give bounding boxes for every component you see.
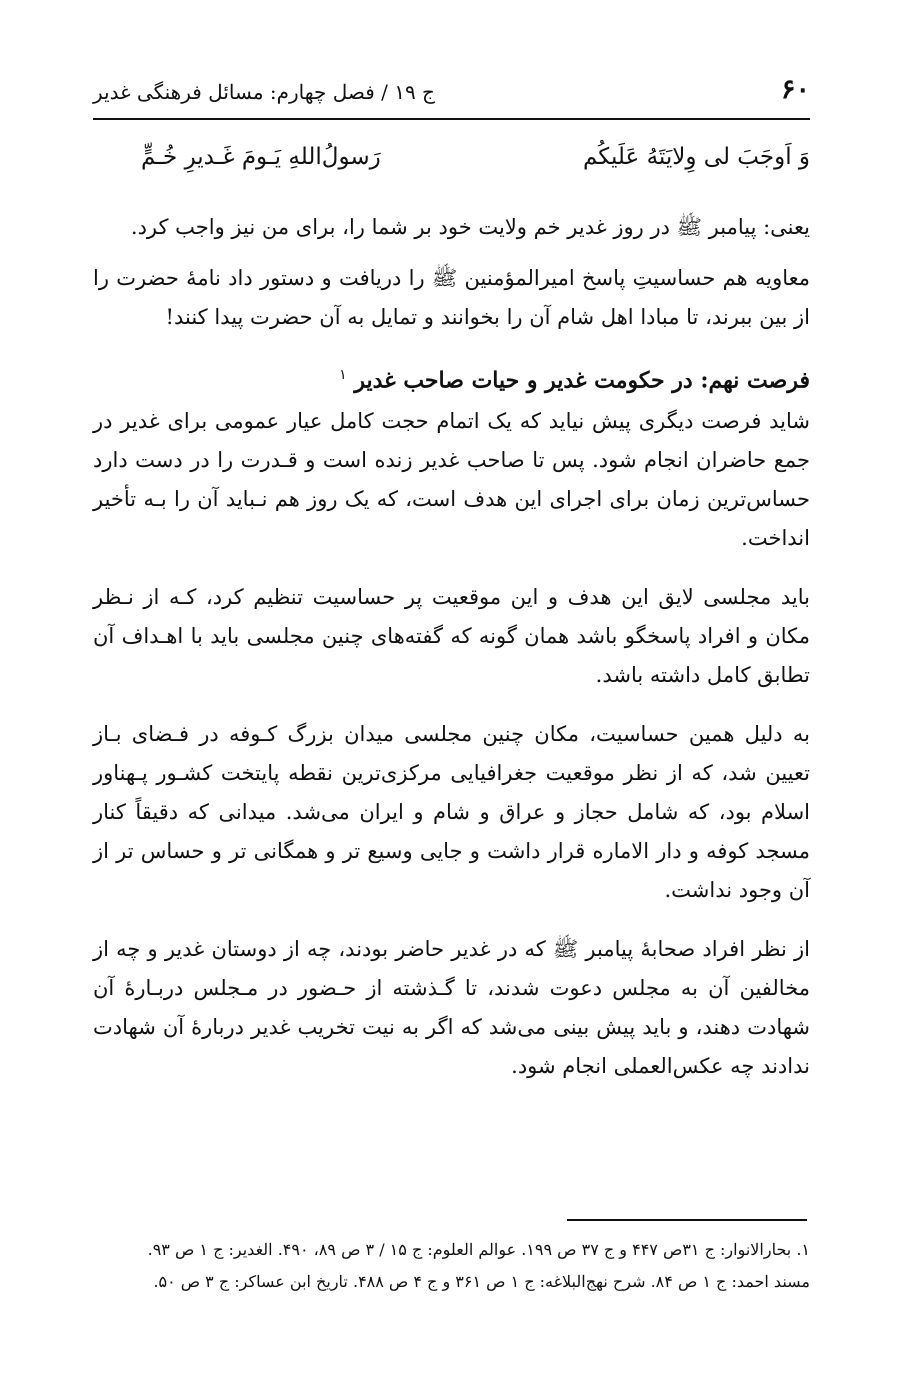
paragraph-translation: یعنی: پیامبر ﷺ در روز غدیر خم ولایت خود بر شما را، برای من نیز واجب کرد. (130, 215, 810, 239)
paragraph-location: به دلیل همین حساسیت، مکان چنین مجلسی میدان بزرگ کـوفه در فـضای بـاز تعیین شد، که از نظر موقعیت جغرافیایی مرکزی‌ترین نقطه پایتخت کشـور پـهناور اسلام بود، که شامل حجاز و عراق و شام و ایران می‌شد. میدانی که دقیقاً کنار مسجد کوفه و دار الاماره قرار داشت و جایی وسیع تر و همگانی تر و حساس تر از آن وجود نداشت. (93, 722, 810, 903)
paragraph-opportunity: شاید فرصت دیگری پیش نیاید که یک اتمام حجت کامل عیار عمومی برای غدیر در جمع حاضران انجام شود. پس تا صاحب غدیر زنده است و قـدرت را در دست دارد حساس‌ترین زمان برای اجرای این هدف است، که یک روز هم نـباید آن را بـه تأخیر انداخت. (93, 409, 810, 551)
footnote-line-2: مسند احمد: ج ۱ ص ۸۴. شرح نهج‌البلاغه: ج ۱ ص ۳۶۱ و ج ۴ ص ۴۸۸. تاریخ ابن عساکر: ج ۳ ص ۵۰. (153, 1272, 810, 1291)
paragraph-assembly: باید مجلسی لایق این هدف و این موقعیت پر حساسیت تنظیم کرد، کـه از نـظر مکان و افراد پاسخگو باشد همان گونه که گفته‌های چنین مجلسی باید با اهـداف آن تطابق کامل داشته باشد. (93, 585, 810, 688)
paragraph-muawiya: معاویه هم حساسیتِ پاسخ امیرالمؤمنین ﷺ را دریافت و دستور داد نامهٔ حضرت را از بین ببرند، تا مبادا اهل شام آن را بخوانند و تمایل به آن حضرت پیدا کنند! (93, 266, 810, 329)
verse-right-hemistich: وَ اَوجَبَ لی وِلایَتَهُ عَلَیکُم (582, 144, 810, 170)
poem-verse (93, 140, 810, 190)
page-number: ۶۰ (780, 74, 810, 105)
footnote-divider (567, 1219, 807, 1221)
body-text (93, 208, 810, 1106)
section-heading-text: فرصت نهم: در حکومت غدیر و حیات صاحب غدیر (354, 367, 810, 394)
footnote-mark: ۱ (339, 367, 347, 383)
running-head: ج ۱۹ / فصل چهارم: مسائل فرهنگی غدیر (93, 80, 435, 104)
section-heading (93, 357, 810, 398)
footnotes (93, 1234, 810, 1298)
footnote-line-1: ۱. بحارالانوار: ج ۳۱ص ۴۴۷ و ج ۳۷ ص ۱۹۹. عوالم العلوم: ج ۱۵ / ۳ ص ۸۹، ۴۹۰. الغدیر: ج ۱ ص ۹۳. (147, 1240, 810, 1259)
paragraph-companions: از نظر افراد صحابهٔ پیامبر ﷺ که در غدیر حاضر بودند، چه از دوستان غدیر و چه از مخالفین آن به مجلس دعوت شدند، تا گـذشته از حـضور در مـجلس دربـارهٔ آن شهادت دهند، و باید پیش بینی می‌شد که اگر به نیت تخریب غدیر دربارهٔ آن شهادت ندادند چه عکس‌العملی انجام شود. (93, 937, 810, 1079)
verse-left-hemistich: رَسولُ‌اللهِ یَـومَ غَـدیرِ خُـمٍّ (141, 144, 381, 170)
page-header (93, 72, 810, 120)
